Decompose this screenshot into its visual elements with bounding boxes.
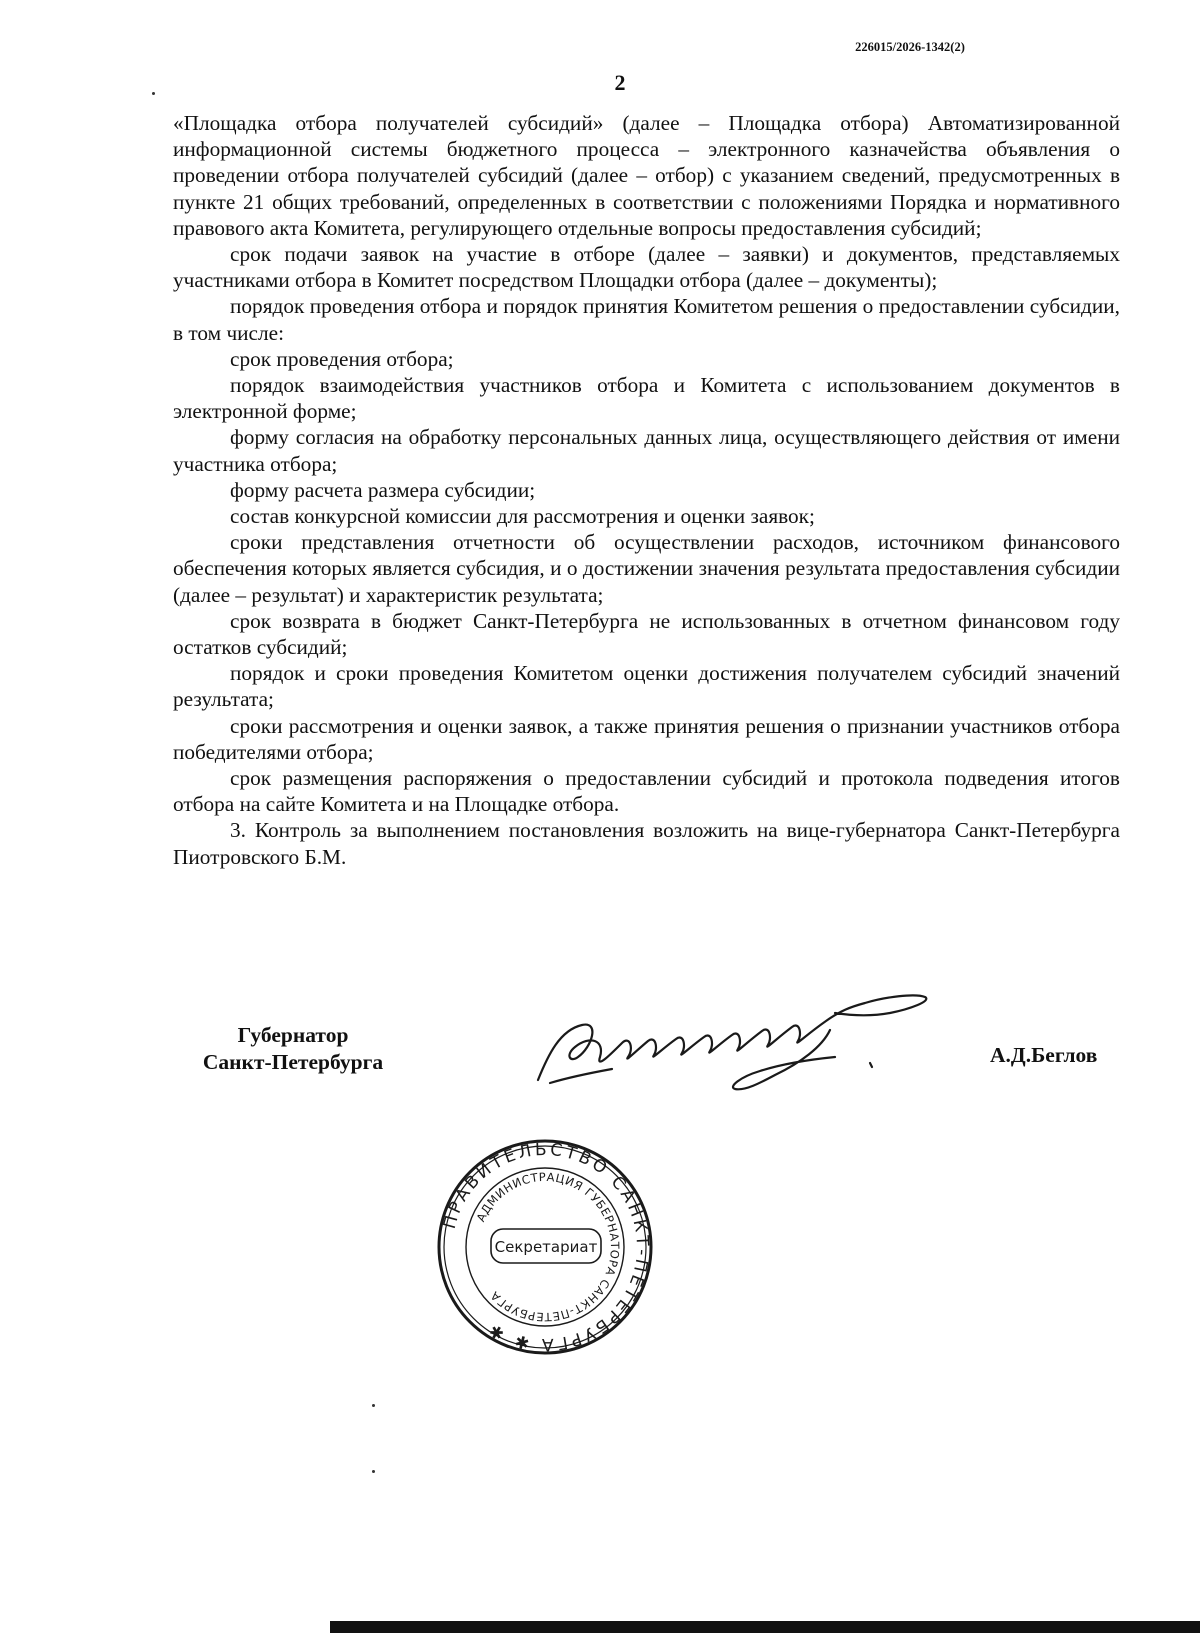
handwritten-signature: [530, 985, 950, 1095]
svg-text:АДМИНИСТРАЦИЯ ГУБЕРНАТОРА САНК: АДМИНИСТРАЦИЯ ГУБЕРНАТОРА САНКТ-ПЕТЕРБУРГА: [473, 1169, 623, 1325]
paragraph: срок проведения отбора;: [230, 346, 454, 371]
paragraph: сроки рассмотрения и оценки заявок, а также принятия решения о признании участников отбора победителями отбора;: [173, 713, 1120, 764]
svg-text:ПРАВИТЕЛЬСТВО САНКТ-ПЕТЕРБУРГА: ПРАВИТЕЛЬСТВО САНКТ-ПЕТЕРБУРГА ✱ ✱: [439, 1139, 653, 1355]
scan-speck: [372, 1470, 375, 1473]
scan-edge-bar: [330, 1621, 1200, 1633]
signer-name: А.Д.Беглов: [990, 1043, 1098, 1067]
page-number: 2: [614, 70, 626, 95]
scan-speck: [372, 1404, 375, 1407]
scan-speck: [152, 92, 155, 95]
paragraph: форму согласия на обработку персональных данных лица, осуществляющего действия от имени участника отбора;: [173, 425, 1120, 476]
document-body: [173, 110, 1120, 870]
signer-title-line2: Санкт-Петербурга: [202, 1050, 384, 1074]
paragraph: форму расчета размера субсидии;: [230, 477, 536, 502]
signer-title: [173, 1022, 413, 1076]
stamp-center-text: Секретариат: [494, 1238, 598, 1256]
paragraph: срок размещения распоряжения о предоставлении субсидий и протокола подведения итогов отбора на сайте Комитета и на Площадке отбора.: [173, 766, 1120, 817]
paragraph: 3. Контроль за выполнением постановления возложить на вице-губернатора Санкт-Петербурга Пиотровского Б.М.: [173, 818, 1120, 869]
paragraph: состав конкурсной комиссии для рассмотрения и оценки заявок;: [230, 504, 815, 529]
signer-title-line1: Губернатор: [237, 1023, 349, 1047]
paragraph: порядок и сроки проведения Комитетом оценки достижения получателем субсидий значений результата;: [173, 661, 1120, 712]
paragraph: срок возврата в бюджет Санкт-Петербурга не использованных в отчетном финансовом году остатков субсидий;: [173, 608, 1120, 660]
document-number: 226015/2026-1342(2): [855, 40, 965, 54]
paragraph: срок подачи заявок на участие в отборе (далее – заявки) и документов, представляемых участниками отбора в Комитет посредством Площадки отбора (далее – документы);: [173, 242, 1120, 293]
paragraph: порядок проведения отбора и порядок принятия Комитетом решения о предоставлении субсидии, в том числе:: [173, 294, 1120, 345]
paragraph: «Площадка отбора получателей субсидий» (далее – Площадка отбора) Автоматизированной информационной системы бюджетного процесса – электронного казначейства объявления о проведении отбора получателей субсидий (далее – отбор) с указанием сведений, предусмотренных в пункте 21 общих требований, определенных в соответствии с положениями Порядка и нормативного правового акта Комитета, регулирующего отдельные вопросы предоставления субсидий;: [173, 111, 1120, 240]
paragraph: сроки представления отчетности об осуществлении расходов, источником финансового обеспечения которых является субсидия, и о достижении значения результата предоставления субсидии (далее – результат) и характеристик результата;: [173, 530, 1120, 607]
paragraph: порядок взаимодействия участников отбора и Комитета с использованием документов в электронной форме;: [173, 373, 1120, 424]
official-stamp: [435, 1137, 655, 1357]
